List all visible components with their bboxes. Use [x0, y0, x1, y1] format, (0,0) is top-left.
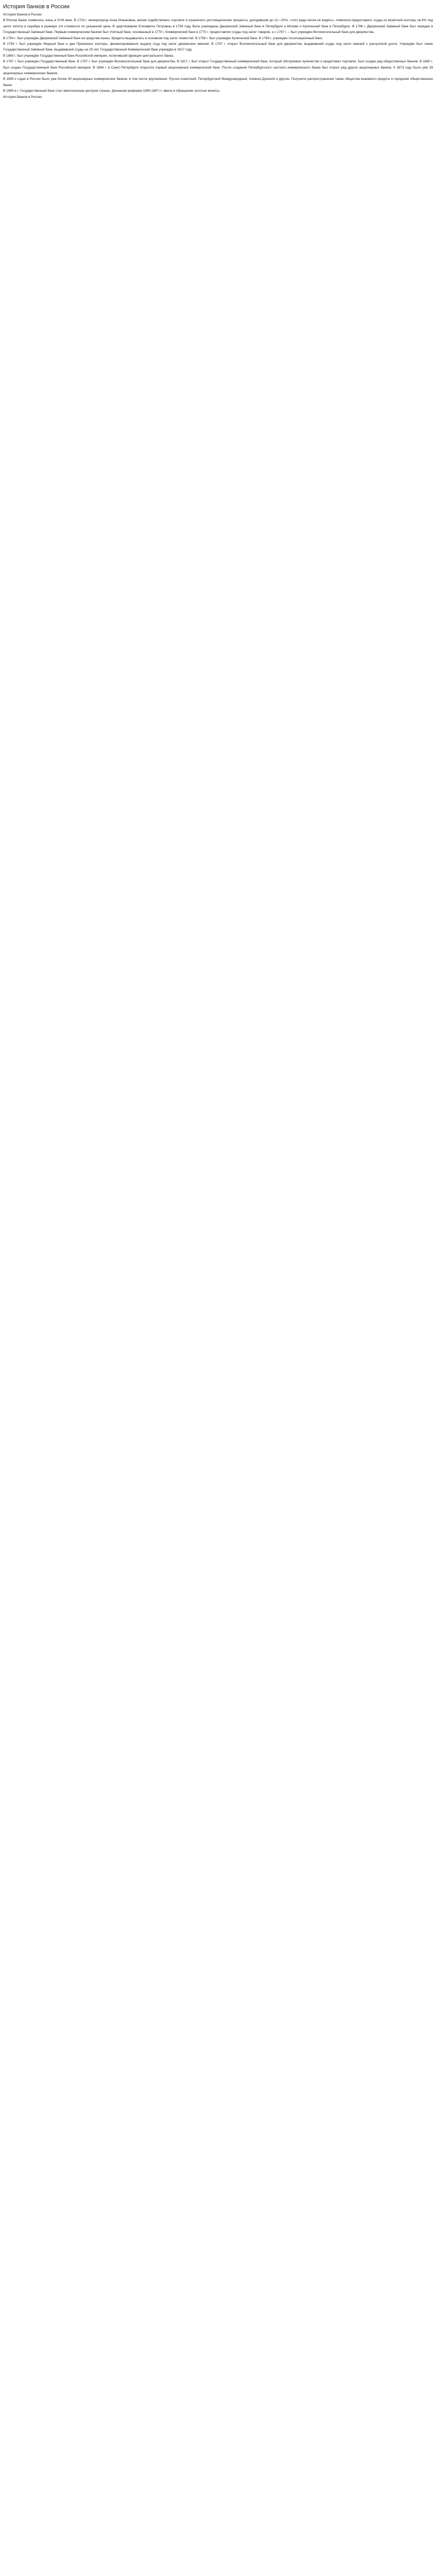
text-line: В 1860 г. был учреждён Государственный банк Российской империи, получивший функции центрального банка. [3, 54, 174, 58]
text-line: В 1890-х годах в России было уже более 40 акционерных коммерческих банков, в том числе крупнейшие: Русско-Азиатский, Петербургский Международный, Азовско-Донской и другие. Получили распространение также общества взаимного кредита и городские общественные банки. [3, 77, 433, 87]
text-line: В 1797 г. был учреждён Государственный банк. В 1797 г. был учреждён Вспомогательный банк для дворянства. В 1817 г. был открыт Государственный коммерческий банк, который обслуживал купечество и кредитовал торговлю. Был создан ряд общественных банков. В 1860 г. был создан Государственный банк Российской империи. В 1864 г. в Санкт-Петербурге открылся первый акционерный коммерческий банк. После создания Петербургского частного коммерческого банка был открыт ряд других акционерных банков. К 1873 году было уже 39 акционерных коммерческих банков. [3, 60, 433, 76]
text-line: История банков в России [3, 95, 42, 99]
text-line: В 1754 г. был учреждён Медный банк и два Приказных конторы, финансировавших выдачу ссуд под залог дворянских имений. В 1797 г. открыт Вспомогательный банк для дворянства, выдававший ссуды под залог имений с рассрочкой долга. Учреждён был также Государственный Заёмный банк, выдававший ссуды на 20 лет. Государственный Коммерческий банк учреждён в 1817 году. [3, 42, 433, 52]
text-line: В России банки появились лишь в XVIII веке. В 1733 г. императрица Анна Иоанновна, желая содействовать торговле и ограничить ростовщические проценты, доходившие до 12—20%, «того ради нелзя не видеть», повелела предоставить ссуды из монетной конторы за 8% под залог золота и серебра в размере 1/4 стоимости по указанной цене. В царствование Елизаветы Петровны в 1754 году были учреждены Дворянский Заёмный банк в Петербурге и Москве и Купеческий банк в Петербурге. В 1786 г. Дворянский Заёмный банк был передан в Государственный Заёмный банк. Первым коммерческим банком был Учётный банк, основанный в 1770 г. Коммерческий банк в 1770 г. предоставлял ссуды под залог товаров, а с 1797 г. – был учреждён Вспомогательный банк для дворянства, [3, 19, 433, 35]
text-line: В 1754 г. был учреждён Дворянский Заёмный банк на средства казны. Кредиты выдавались в основном под залог поместий. В 1758 г. был учреждён Купеческий банк. В 1769 г. учреждён Ассигнационный банк. [3, 36, 323, 40]
text-line: История банков в России [3, 13, 42, 16]
text-line: В 1890-е г. Государственный банк стал эмиссионным центром страны. Денежная реформа 1895-1897 гг. ввела в обращение золотые монеты. [3, 89, 220, 93]
document-title: История банков в России [3, 4, 70, 10]
document-body [3, 12, 433, 100]
